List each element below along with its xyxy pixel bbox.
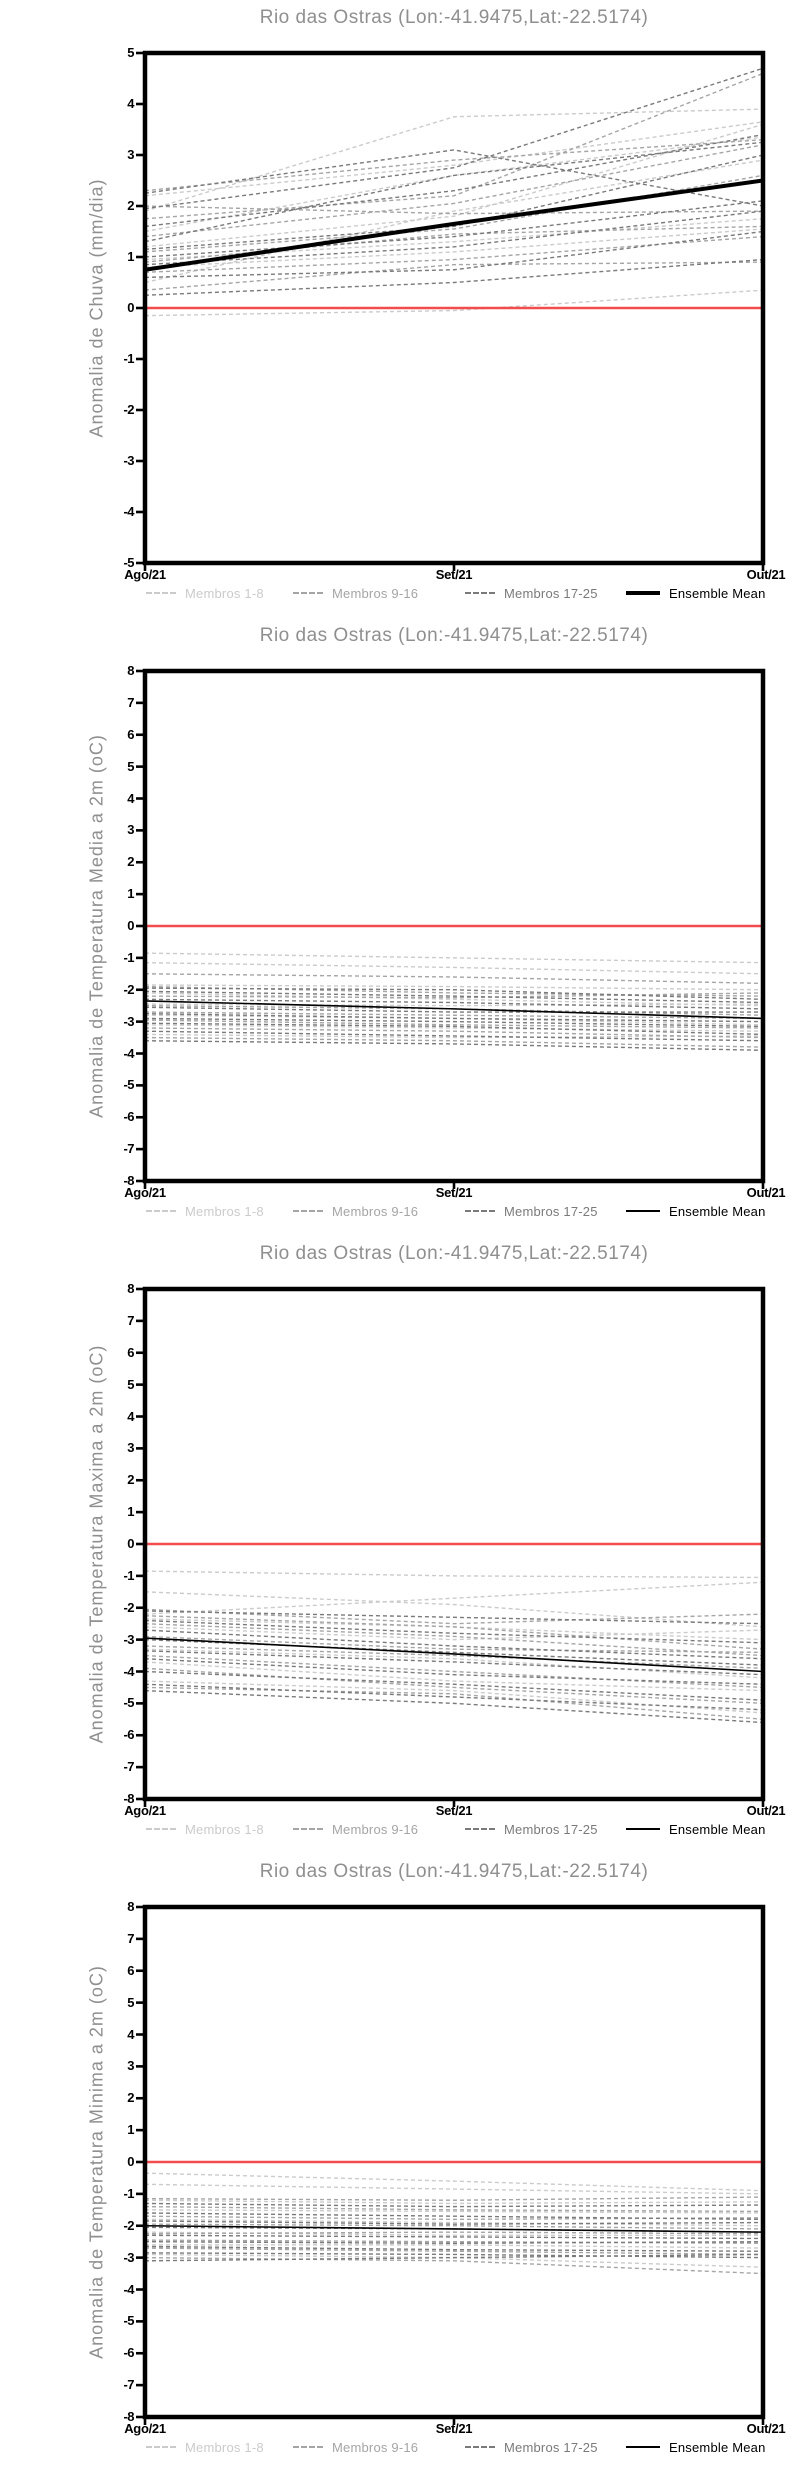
y-tick-label: -8 [123, 2409, 134, 2424]
y-tick-label: 4 [127, 2026, 134, 2042]
y-tick-label: -4 [123, 504, 134, 519]
chart-block-temperatura-maxima [0, 1236, 800, 1854]
x-tick-label-set: Set/21 [435, 2421, 473, 2436]
legend-label: Membros 9-16 [332, 585, 419, 601]
y-tick-label: -3 [123, 1013, 134, 1029]
y-tick-label: 0 [127, 2154, 134, 2169]
chart-title: Rio das Ostras (Lon:-41.9475,Lat:-22.5174) [259, 1243, 649, 1264]
legend-entry-membros-1-8 [146, 1202, 264, 1220]
y-tick-label: -4 [123, 2281, 134, 2297]
y-tick-label: 1 [127, 886, 134, 902]
y-tick-label: -8 [123, 1173, 134, 1188]
y-tick-label: -6 [123, 1727, 134, 1743]
legend-entry-membros-1-8 [146, 2438, 264, 2456]
y-tick-label: 3 [127, 822, 134, 838]
y-tick-label: 2 [127, 2090, 134, 2106]
y-tick-label: -4 [123, 1663, 134, 1679]
legend-entry-ensemble-mean [626, 1820, 766, 1838]
y-tick-label: -3 [123, 453, 134, 468]
x-tick-label-out: Out/21 [746, 1185, 786, 1200]
legend-label: Ensemble Mean [669, 585, 766, 601]
y-tick-label: 5 [127, 45, 134, 60]
y-tick-label: -2 [123, 402, 134, 417]
y-tick-label: 6 [127, 1962, 134, 1978]
y-tick-label: 8 [127, 1281, 134, 1296]
legend-label: Ensemble Mean [669, 1203, 766, 1219]
x-tick-label-ago: Ago/21 [124, 1803, 166, 1818]
y-tick-label: -1 [123, 949, 134, 965]
y-tick-label: -7 [123, 1141, 134, 1157]
y-axis-label: Anomalia de Temperatura Maxima a 2m (oC) [86, 1344, 107, 1744]
solid-line-sample [626, 1828, 660, 1830]
y-tick-label: 7 [127, 1930, 134, 1946]
legend-label: Membros 17-25 [504, 2439, 598, 2455]
legend-label: Membros 1-8 [185, 2439, 264, 2455]
y-tick-label: 1 [127, 2122, 134, 2138]
y-tick-label: -3 [123, 1631, 134, 1647]
legend-entry-membros-9-16 [293, 584, 418, 602]
x-tick-label-set: Set/21 [435, 567, 473, 582]
y-tick-label: -2 [123, 1599, 134, 1615]
legend-entry-membros-17-25 [465, 584, 598, 602]
legend-entry-membros-17-25 [465, 2438, 598, 2456]
legend-label: Membros 1-8 [185, 1203, 264, 1219]
x-tick-label-out: Out/21 [746, 1803, 786, 1818]
dashed-line-sample [146, 1828, 176, 1830]
dashed-line-sample [293, 2446, 323, 2448]
chart-block-temperatura-minima [0, 1854, 800, 2472]
y-tick-label: 2 [127, 1472, 134, 1488]
dashed-line-sample [293, 1210, 323, 1212]
dashed-line-sample [465, 592, 495, 594]
legend [0, 1820, 800, 1838]
dashed-line-sample [465, 2446, 495, 2448]
y-tick-label: 4 [127, 790, 134, 806]
y-tick-label: 3 [127, 1440, 134, 1456]
y-tick-label: -1 [123, 351, 134, 366]
dashed-line-sample [293, 592, 323, 594]
y-tick-label: 6 [127, 1344, 134, 1360]
legend-label: Membros 17-25 [504, 1203, 598, 1219]
legend-entry-membros-1-8 [146, 1820, 264, 1838]
legend-label: Membros 17-25 [504, 585, 598, 601]
legend-label: Membros 9-16 [332, 1821, 419, 1837]
y-tick-label: -7 [123, 1759, 134, 1775]
y-tick-label: 2 [127, 198, 134, 213]
dashed-line-sample [465, 1210, 495, 1212]
y-axis-label: Anomalia de Temperatura Media a 2m (oC) [86, 734, 107, 1118]
legend-entry-membros-17-25 [465, 1820, 598, 1838]
y-tick-label: -6 [123, 2345, 134, 2361]
y-tick-label: 0 [127, 300, 134, 315]
y-tick-label: 0 [127, 1536, 134, 1551]
y-tick-label: 7 [127, 1312, 134, 1328]
y-tick-label: -7 [123, 2377, 134, 2393]
dashed-line-sample [293, 1828, 323, 1830]
y-tick-label: 5 [127, 1376, 134, 1392]
y-tick-label: -4 [123, 1045, 134, 1061]
y-tick-label: 6 [127, 726, 134, 742]
chart-title: Rio das Ostras (Lon:-41.9475,Lat:-22.5174) [259, 1861, 649, 1882]
x-tick-label-ago: Ago/21 [124, 1185, 166, 1200]
y-tick-label: 2 [127, 854, 134, 870]
dashed-line-sample [146, 592, 176, 594]
y-tick-label: 0 [127, 918, 134, 933]
legend-entry-membros-9-16 [293, 2438, 418, 2456]
y-tick-label: 8 [127, 1899, 134, 1914]
x-tick-label-ago: Ago/21 [124, 567, 166, 582]
chart-title: Rio das Ostras (Lon:-41.9475,Lat:-22.5174) [259, 625, 649, 646]
x-tick-label-ago: Ago/21 [124, 2421, 166, 2436]
y-axis-label: Anomalia de Chuva (mm/dia) [86, 178, 107, 438]
y-tick-label: -5 [123, 2313, 134, 2329]
y-tick-label: 1 [127, 1504, 134, 1520]
legend-label: Membros 1-8 [185, 585, 264, 601]
y-tick-label: 3 [127, 2058, 134, 2074]
y-tick-label: 7 [127, 694, 134, 710]
y-tick-label: 1 [127, 249, 134, 264]
y-tick-label: -5 [123, 1077, 134, 1093]
x-tick-label-out: Out/21 [746, 2421, 786, 2436]
legend-label: Membros 17-25 [504, 1821, 598, 1837]
y-tick-label: -6 [123, 1109, 134, 1125]
dashed-line-sample [465, 1828, 495, 1830]
y-tick-label: -3 [123, 2249, 134, 2265]
y-tick-label: 5 [127, 758, 134, 774]
y-tick-label: -1 [123, 1567, 134, 1583]
chart-block-anomalia-chuva [0, 0, 800, 618]
x-tick-label-set: Set/21 [435, 1185, 473, 1200]
y-tick-label: 3 [127, 147, 134, 162]
legend-entry-ensemble-mean [626, 584, 766, 602]
y-tick-label: 5 [127, 1994, 134, 2010]
y-tick-label: -2 [123, 2217, 134, 2233]
legend-entry-ensemble-mean [626, 1202, 766, 1220]
y-tick-label: 8 [127, 663, 134, 678]
y-axis-label: Anomalia de Temperatura Minima a 2m (oC) [86, 1965, 107, 2359]
legend [0, 2438, 800, 2456]
y-tick-label: -2 [123, 981, 134, 997]
legend-entry-membros-9-16 [293, 1202, 418, 1220]
y-tick-label: -5 [123, 555, 134, 570]
legend [0, 584, 800, 602]
chart-block-temperatura-media [0, 618, 800, 1236]
legend-entry-membros-17-25 [465, 1202, 598, 1220]
y-tick-label: 4 [127, 96, 134, 111]
x-tick-label-set: Set/21 [435, 1803, 473, 1818]
legend-label: Membros 1-8 [185, 1821, 264, 1837]
legend-entry-membros-9-16 [293, 1820, 418, 1838]
dashed-line-sample [146, 1210, 176, 1212]
y-tick-label: -8 [123, 1791, 134, 1806]
legend-label: Ensemble Mean [669, 1821, 766, 1837]
y-tick-label: -5 [123, 1695, 134, 1711]
legend-entry-membros-1-8 [146, 584, 264, 602]
legend-entry-ensemble-mean [626, 2438, 766, 2456]
solid-line-sample [626, 2446, 660, 2448]
dashed-line-sample [146, 2446, 176, 2448]
legend-label: Membros 9-16 [332, 1203, 419, 1219]
x-tick-label-out: Out/21 [746, 567, 786, 582]
y-tick-label: -1 [123, 2185, 134, 2201]
solid-line-sample [626, 591, 660, 595]
legend-label: Ensemble Mean [669, 2439, 766, 2455]
legend [0, 1202, 800, 1220]
solid-line-sample [626, 1210, 660, 1212]
chart-title: Rio das Ostras (Lon:-41.9475,Lat:-22.5174) [259, 7, 649, 28]
legend-label: Membros 9-16 [332, 2439, 419, 2455]
y-tick-label: 4 [127, 1408, 134, 1424]
